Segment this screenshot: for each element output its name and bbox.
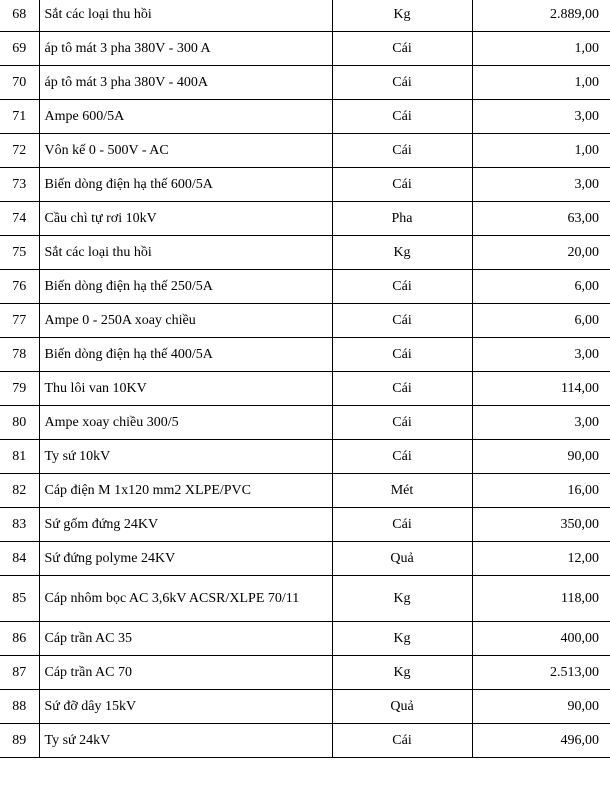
item-name-cell: Ampe xoay chiều 300/5 [39,406,332,440]
row-number-cell: 83 [0,508,39,542]
item-name-cell: Sắt các loại thu hồi [39,0,332,32]
quantity-cell: 400,00 [472,622,610,656]
table-row [0,338,610,372]
table-row [0,474,610,508]
unit-cell: Cái [332,134,472,168]
row-number-cell: 73 [0,168,39,202]
row-number-cell: 70 [0,66,39,100]
table-row [0,134,610,168]
row-number-cell: 72 [0,134,39,168]
item-name-cell: áp tô mát 3 pha 380V - 400A [39,66,332,100]
row-number-cell: 75 [0,236,39,270]
unit-cell: Cái [332,304,472,338]
row-number-cell: 77 [0,304,39,338]
table-row [0,100,610,134]
table-row [0,690,610,724]
row-number-cell: 74 [0,202,39,236]
quantity-cell: 2.889,00 [472,0,610,32]
unit-cell: Kg [332,656,472,690]
table-row [0,542,610,576]
quantity-cell: 496,00 [472,724,610,758]
item-name-cell: Sứ đứng polyme 24KV [39,542,332,576]
row-number-cell: 86 [0,622,39,656]
item-name-cell: Ampe 0 - 250A xoay chiều [39,304,332,338]
item-name-cell: Biến dòng điện hạ thế 250/5A [39,270,332,304]
table-row [0,724,610,758]
table-row [0,656,610,690]
quantity-cell: 118,00 [472,576,610,622]
unit-cell: Pha [332,202,472,236]
quantity-cell: 350,00 [472,508,610,542]
quantity-cell: 3,00 [472,406,610,440]
quantity-cell: 12,00 [472,542,610,576]
item-name-cell: Ty sứ 10kV [39,440,332,474]
item-name-cell: Sứ đỡ dây 15kV [39,690,332,724]
table-row [0,372,610,406]
table-row [0,622,610,656]
item-name-cell: Biến dòng điện hạ thế 400/5A [39,338,332,372]
unit-cell: Quả [332,690,472,724]
unit-cell: Cái [332,406,472,440]
table-row [0,32,610,66]
quantity-cell: 20,00 [472,236,610,270]
unit-cell: Cái [332,724,472,758]
unit-cell: Cái [332,32,472,66]
row-number-cell: 89 [0,724,39,758]
table-row [0,0,610,32]
item-name-cell: Thu lôi van 10KV [39,372,332,406]
quantity-cell: 3,00 [472,168,610,202]
table-row [0,406,610,440]
quantity-cell: 3,00 [472,100,610,134]
item-name-cell: Cáp nhôm bọc AC 3,6kV ACSR/XLPE 70/11 [39,576,332,622]
row-number-cell: 71 [0,100,39,134]
row-number-cell: 84 [0,542,39,576]
row-number-cell: 69 [0,32,39,66]
unit-cell: Quả [332,542,472,576]
row-number-cell: 79 [0,372,39,406]
quantity-cell: 114,00 [472,372,610,406]
quantity-cell: 90,00 [472,440,610,474]
unit-cell: Kg [332,576,472,622]
table-row [0,66,610,100]
unit-cell: Kg [332,236,472,270]
unit-cell: Cái [332,168,472,202]
quantity-cell: 1,00 [472,32,610,66]
row-number-cell: 78 [0,338,39,372]
unit-cell: Cái [332,66,472,100]
quantity-cell: 1,00 [472,134,610,168]
item-name-cell: Biến dòng điện hạ thế 600/5A [39,168,332,202]
item-name-cell: áp tô mát 3 pha 380V - 300 A [39,32,332,66]
table-row [0,236,610,270]
row-number-cell: 76 [0,270,39,304]
quantity-cell: 6,00 [472,304,610,338]
item-name-cell: Sứ gốm đứng 24KV [39,508,332,542]
unit-cell: Cái [332,440,472,474]
item-name-cell: Vôn kế 0 - 500V - AC [39,134,332,168]
row-number-cell: 68 [0,0,39,32]
row-number-cell: 87 [0,656,39,690]
row-number-cell: 82 [0,474,39,508]
table-row [0,168,610,202]
quantity-cell: 2.513,00 [472,656,610,690]
unit-cell: Cái [332,508,472,542]
row-number-cell: 88 [0,690,39,724]
quantity-cell: 63,00 [472,202,610,236]
quantity-cell: 1,00 [472,66,610,100]
table-row [0,270,610,304]
quantity-cell: 16,00 [472,474,610,508]
item-name-cell: Ty sứ 24kV [39,724,332,758]
unit-cell: Cái [332,338,472,372]
table-row [0,576,610,622]
table-row [0,202,610,236]
item-name-cell: Ampe 600/5A [39,100,332,134]
quantity-cell: 6,00 [472,270,610,304]
table-row [0,304,610,338]
row-number-cell: 80 [0,406,39,440]
unit-cell: Cái [332,270,472,304]
unit-cell: Mét [332,474,472,508]
table-row [0,440,610,474]
quantity-cell: 3,00 [472,338,610,372]
quantity-cell: 90,00 [472,690,610,724]
item-name-cell: Cầu chì tự rơi 10kV [39,202,332,236]
unit-cell: Kg [332,0,472,32]
unit-cell: Cái [332,372,472,406]
item-name-cell: Cáp trần AC 70 [39,656,332,690]
item-name-cell: Cáp điện M 1x120 mm2 XLPE/PVC [39,474,332,508]
unit-cell: Kg [332,622,472,656]
row-number-cell: 81 [0,440,39,474]
row-number-cell: 85 [0,576,39,622]
unit-cell: Cái [332,100,472,134]
item-name-cell: Sắt các loại thu hồi [39,236,332,270]
item-name-cell: Cáp trần AC 35 [39,622,332,656]
table-row [0,508,610,542]
